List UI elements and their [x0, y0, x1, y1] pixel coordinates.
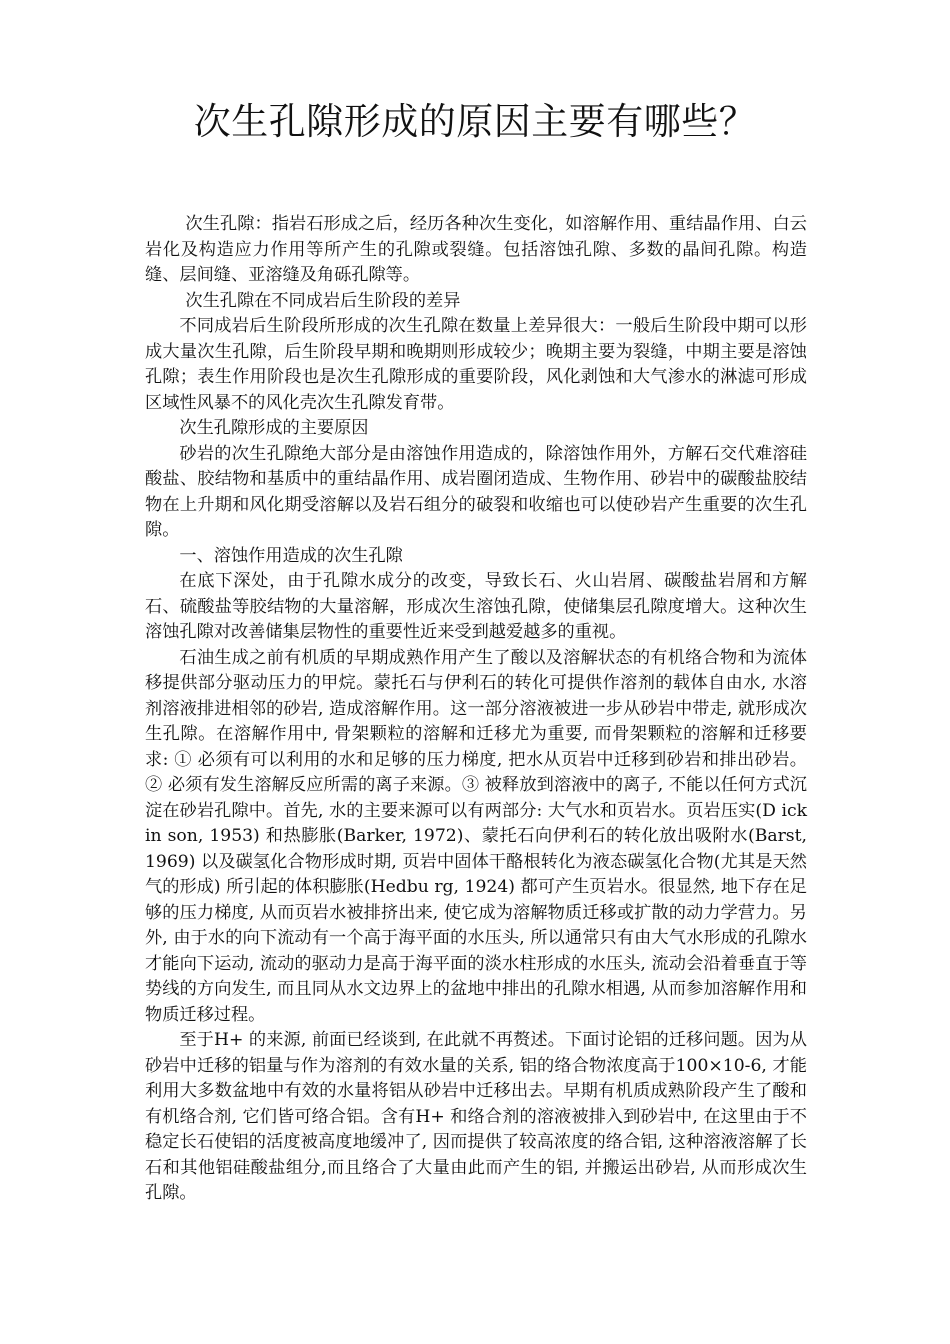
paragraph-deep-dissolution: 在底下深处，由于孔隙水成分的改变，导致长石、火山岩屑、碳酸盐岩屑和方解石、硫酸盐等胶结物的大量溶解，形成次生溶蚀孔隙，使储集层孔隙度增大。这种次生溶蚀孔隙对改善储集层物性的重要性近来受到越爱越多的重视。 [145, 571, 807, 642]
page-title: 次生孔隙形成的原因主要有哪些？ [193, 100, 757, 143]
paragraph-definition: 次生孔隙：指岩石形成之后，经历各种次生变化，如溶解作用、重结晶作用、白云岩化及构造应力作用等所产生的孔隙或裂缝。包括溶蚀孔隙、多数的晶间孔隙。构造缝、层间缝、亚溶缝及角砾孔隙等。 [145, 214, 807, 285]
heading-stage-differences: 次生孔隙在不同成岩后生阶段的差异 [185, 290, 461, 311]
paragraph-aluminum-migration: 至于H+ 的来源, 前面已经谈到, 在此就不再赘述。下面讨论铝的迁移问题。因为从砂岩中迁移的铝量与作为溶剂的有效水量的关系, 铝的络合物浓度高于100×10-6, 才能利用大多数盆地中有效的水量将铝从砂岩中迁移出去。早期有机质成熟阶段产生了酸和有机络合剂, 它们皆可络合铝。含有H+ 和络合剂的溶液被排入到砂岩中, 在这里由于不稳定长石使铝的活度被高度地缓冲了, 因而提供了较高浓度的络合铝, 这种溶液溶解了长石和其他铝硅酸盐组分,而且络合了大量由此而产生的铝, 并搬运出砂岩, 从而形成次生孔隙。 [145, 1030, 807, 1203]
paragraph-stage-differences: 不同成岩后生阶段所形成的次生孔隙在数量上差异很大：一般后生阶段中期可以形成大量次生孔隙，后生阶段早期和晚期则形成较少；晚期主要为裂缝，中期主要是溶蚀孔隙；表生作用阶段也是次生孔隙形成的重要阶段，风化剥蚀和大气渗水的淋滤可形成区域性风暴不的风化壳次生孔隙发育带。 [145, 316, 807, 413]
paragraph-organic-maturation: 石油生成之前有机质的早期成熟作用产生了酸以及溶解状态的有机络合物和为流体移提供部分驱动压力的甲烷。蒙托石与伊利石的转化可提供作溶剂的载体自由水, 水溶剂溶液排进相邻的砂岩, 造成溶解作用。这一部分溶液被进一步从砂岩中带走, 就形成次生孔隙。在溶解作用中, 骨架颗粒的溶解和迁移尤为重要, 而骨架颗粒的溶解和迁移要求: ① 必须有可以利用的水和足够的压力梯度, 把水从页岩中迁移到砂岩和排出砂岩。② 必须有发生溶解反应所需的离子来源。③ 被释放到溶液中的离子, 不能以任何方式沉淀在砂岩孔隙中。首先, 水的主要来源可以有两部分: 大气水和页岩水。页岩压实(D ick in son, 1953) 和热膨胀(Barker, 1972)、蒙托石向伊利石的转化放出吸附水(Barst, 1969) 以及碳氢化合物形成时期, 页岩中固体干酪根转化为液态碳氢化合物(尤其是天然气的形成) 所引起的体积膨胀(Hedbu rg, 1924) 都可产生页岩水。很显然, 地下存在足够的压力梯度, 从而页岩水被排挤出来, 使它成为溶解物质迁移或扩散的动力学营力。另外, 由于水的向下流动有一个高于海平面的水压头, 所以通常只有由大气水形成的孔隙水才能向下运动, 流动的驱动力是高于海平面的淡水柱形成的水压头, 流动会沿着垂直于等势线的方向发生, 而且同从水文边界上的盆地中排出的孔隙水相遇, 从而参加溶解作用和物质迁移过程。 [145, 647, 807, 1025]
section-heading-dissolution: 一、溶蚀作用造成的次生孔隙 [179, 545, 403, 566]
document-body [145, 212, 807, 1207]
paragraph-main-causes: 砂岩的次生孔隙绝大部分是由溶蚀作用造成的，除溶蚀作用外，方解石交代难溶硅酸盐、胶结物和基质中的重结晶作用、成岩圈闭造成、生物作用、砂岩中的碳酸盐胶结物在上升期和风化期受溶解以及岩石组分的破裂和收缩也可以使砂岩产生重要的次生孔隙。 [145, 443, 807, 540]
heading-main-causes: 次生孔隙形成的主要原因 [179, 418, 369, 438]
